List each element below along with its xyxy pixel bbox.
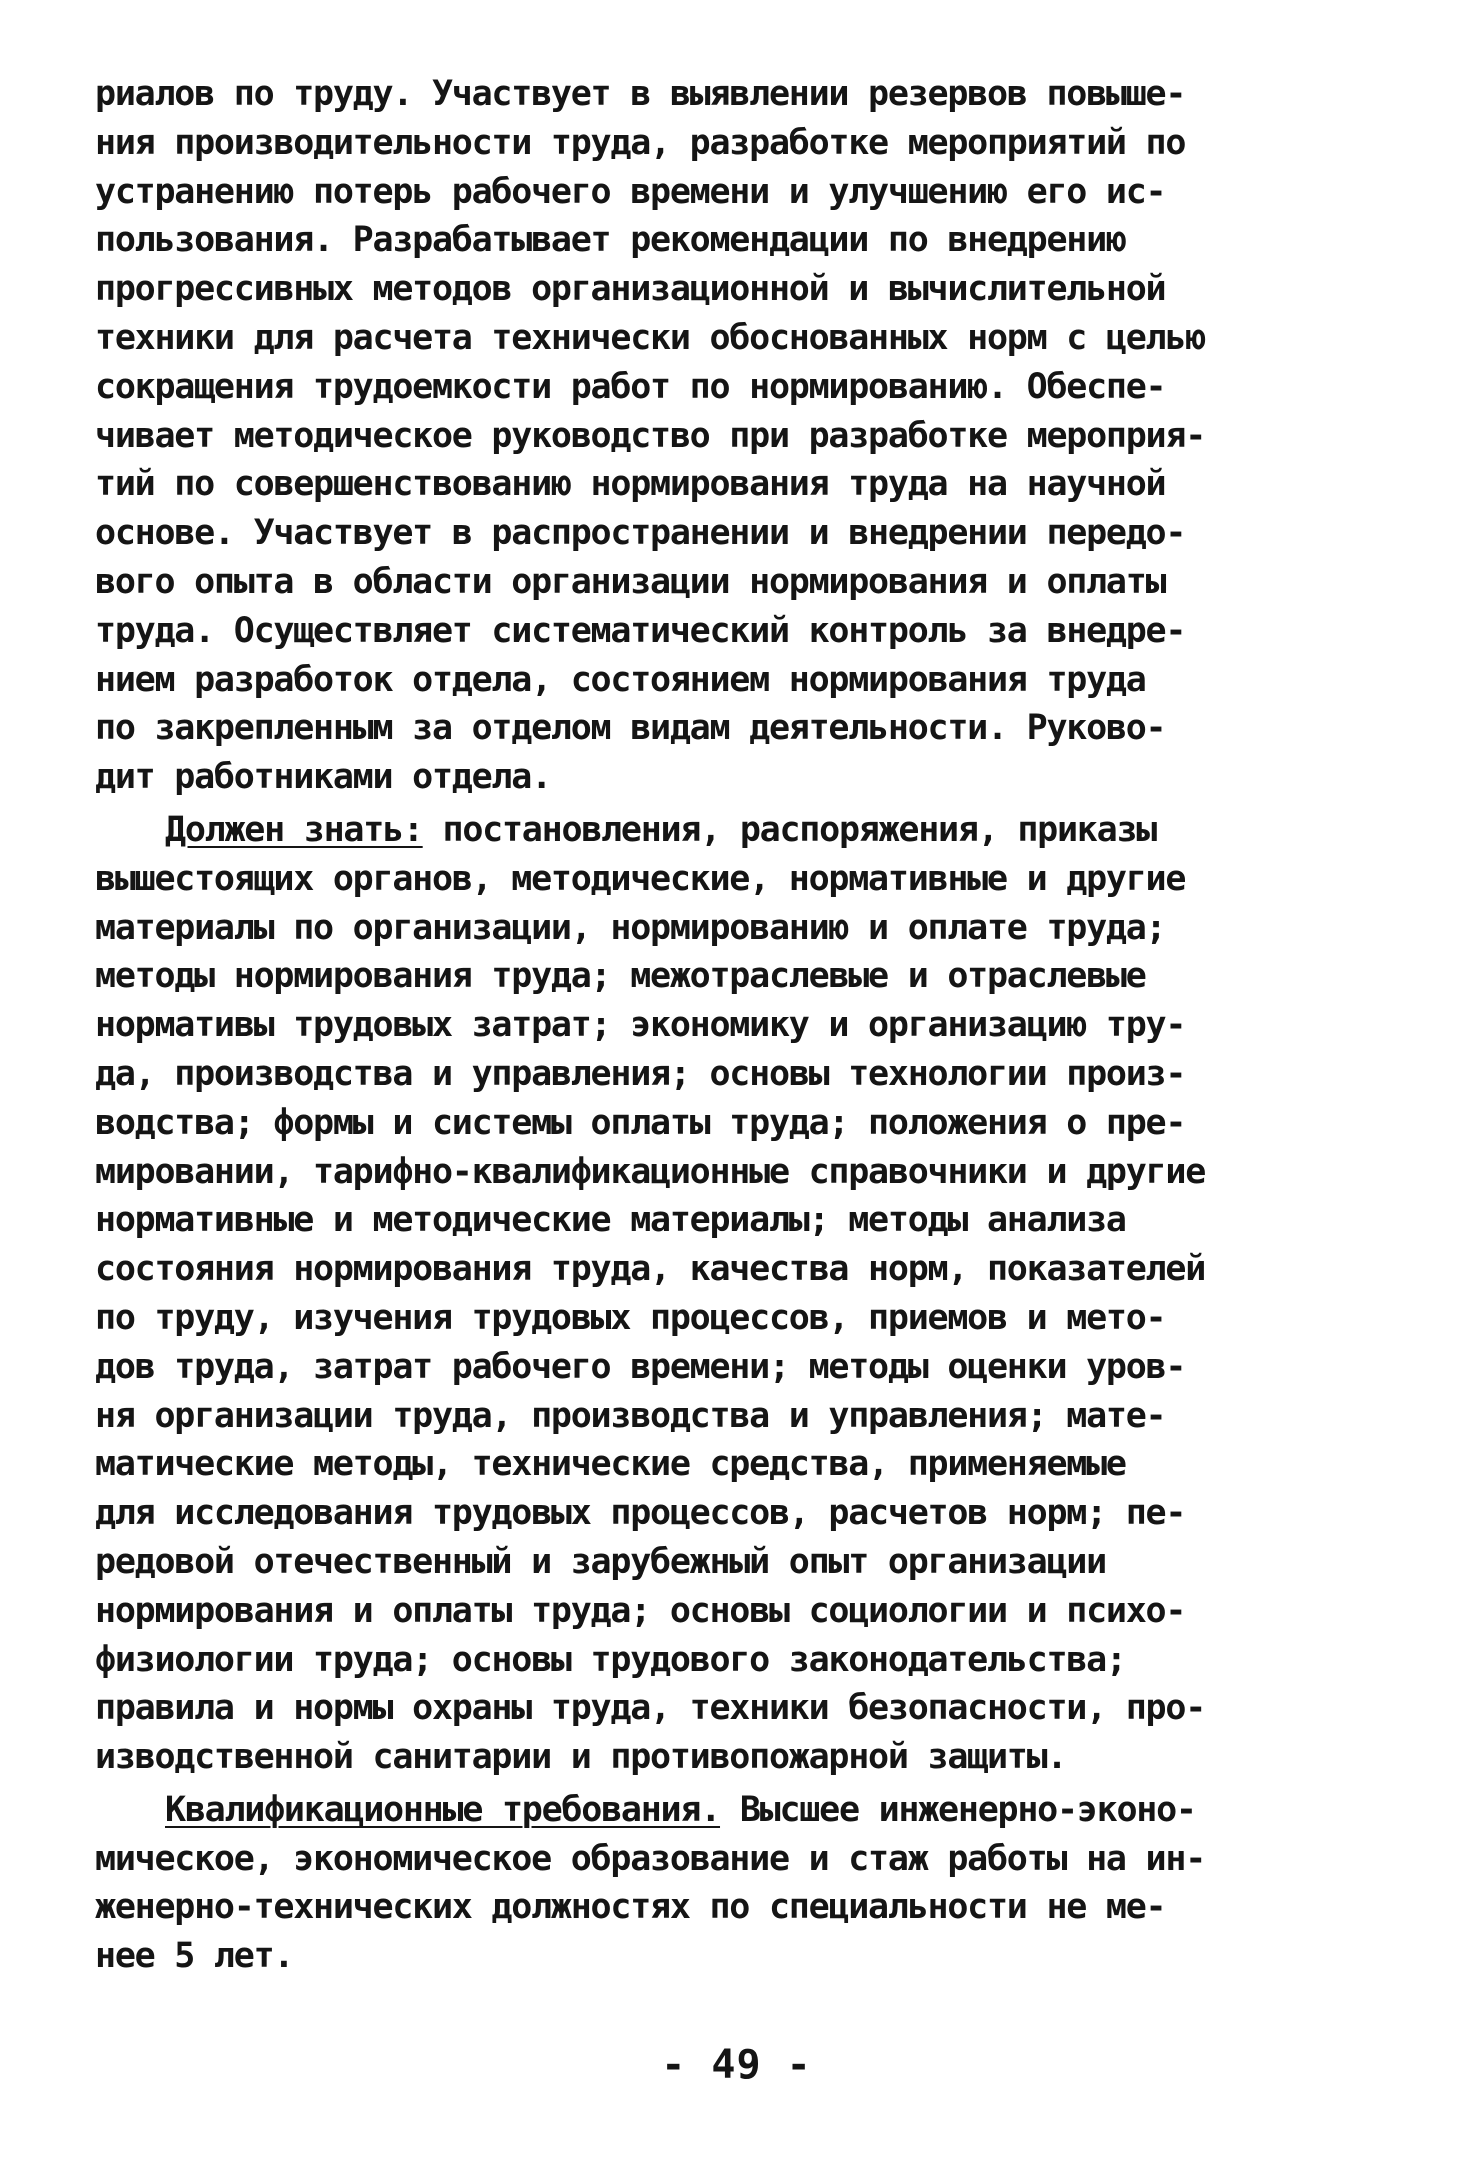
paragraph-qualification — [95, 1786, 1395, 1981]
text-line: вышестоящих органов, методические, нормативные и другие — [95, 858, 1186, 899]
must-know-heading: Должен знать: — [165, 809, 423, 850]
text-line: матические методы, технические средства, применяемые — [95, 1444, 1126, 1485]
text-line: ня организации труда, производства и управления; мате- — [95, 1395, 1166, 1436]
text-line: для исследования трудовых процессов, расчетов норм; пе- — [95, 1493, 1186, 1534]
text-line: мировании, тарифно-квалификационные справочники и другие — [95, 1151, 1206, 1192]
text-line: устранению потерь рабочего времени и улучшению его ис- — [95, 171, 1166, 212]
text-line: тий по совершенствованию нормирования труда на научной — [95, 464, 1166, 505]
text-line: дит работниками отдела. — [95, 757, 551, 798]
text-line: основе. Участвует в распространении и внедрении передо- — [95, 513, 1186, 554]
text-line: пользования. Разрабатывает рекомендации по внедрению — [95, 220, 1126, 261]
must-know-first-line — [95, 806, 1395, 855]
text-line: физиологии труда; основы трудового законодательства; — [95, 1639, 1126, 1680]
paragraph-must-know — [95, 806, 1395, 1782]
text-line: мическое, экономическое образование и стаж работы на ин- — [95, 1838, 1206, 1879]
text-line: по закрепленным за отделом видам деятельности. Руково- — [95, 708, 1166, 749]
text-line: ния производительности труда, разработке мероприятий по — [95, 122, 1186, 163]
text-line: техники для расчета технически обоснованных норм с целью — [95, 317, 1206, 358]
text-line: прогрессивных методов организационной и вычислительной — [95, 269, 1166, 310]
text-line: труда. Осуществляет систематический контроль за внедре- — [95, 610, 1186, 651]
text-line: да, производства и управления; основы технологии произ- — [95, 1053, 1186, 1094]
text-line: состояния нормирования труда, качества норм, показателей — [95, 1249, 1206, 1290]
text-line: нормативные и методические материалы; методы анализа — [95, 1200, 1126, 1241]
text-line: методы нормирования труда; межотраслевые и отраслевые — [95, 956, 1146, 997]
text-line: редовой отечественный и зарубежный опыт организации — [95, 1541, 1106, 1582]
text-line: чивает методическое руководство при разработке мероприя- — [95, 415, 1206, 456]
page-number: - 49 - — [661, 2042, 812, 2088]
text-line: правила и нормы охраны труда, техники безопасности, про- — [95, 1688, 1206, 1729]
qualification-heading: Квалификационные требования. — [165, 1789, 721, 1830]
text-line: нормативы трудовых затрат; экономику и организацию тру- — [95, 1005, 1186, 1046]
paragraph-duties — [95, 70, 1395, 802]
text-line: риалов по труду. Участвует в выявлении резервов повыше- — [95, 74, 1186, 114]
must-know-first-line-text: постановления, распоряжения, приказы — [422, 809, 1157, 850]
text-line: женерно-технических должностях по специальности не ме- — [95, 1887, 1166, 1928]
text-line: по труду, изучения трудовых процессов, приемов и мето- — [95, 1297, 1166, 1338]
qualification-first-line-text: Высшее инженерно-эконо- — [720, 1789, 1196, 1830]
document-page — [95, 70, 1395, 1981]
text-line: дов труда, затрат рабочего времени; методы оценки уров- — [95, 1346, 1186, 1387]
text-line: материалы по организации, нормированию и оплате труда; — [95, 907, 1166, 948]
text-line: нее 5 лет. — [95, 1936, 294, 1977]
text-line: вого опыта в области организации нормирования и оплаты — [95, 561, 1166, 602]
text-line: нормирования и оплаты труда; основы социологии и психо- — [95, 1590, 1186, 1631]
text-line: сокращения трудоемкости работ по нормированию. Обеспе- — [95, 366, 1166, 407]
qualification-first-line — [95, 1786, 1395, 1835]
text-line: водства; формы и системы оплаты труда; положения о пре- — [95, 1102, 1186, 1143]
text-line: изводственной санитарии и противопожарной защиты. — [95, 1737, 1067, 1778]
text-line: нием разработок отдела, состоянием нормирования труда — [95, 659, 1146, 700]
